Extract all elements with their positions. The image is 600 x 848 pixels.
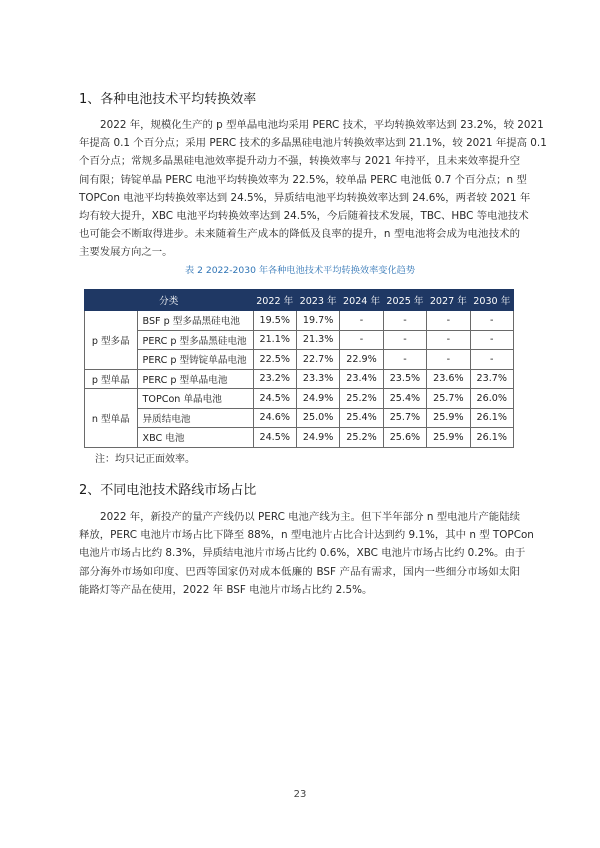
paragraph-line: 能路灯等产品在使用，2022 年 BSF 电池片市场占比约 2.5%。 [79, 583, 373, 596]
row-name: TOPCon 单晶电池 [137, 389, 253, 409]
cell-value: 26.1% [470, 428, 513, 448]
cell-value: 25.7% [427, 389, 470, 409]
cell-value: 21.1% [253, 330, 296, 350]
group-label: p 型多晶 [85, 311, 138, 370]
row-name: XBC 电池 [137, 428, 253, 448]
paragraph-line: 均有较大提升，XBC 电池平均转换效率达到 24.5%，今后随着技术发展，TBC、HBC 等电池技术 [79, 210, 529, 223]
paragraph-line: 个百分点；常规多晶黑硅电池效率提升动力不强，转换效率与 2021 年持平，且未来效率提升空 [79, 155, 520, 168]
header-year: 2024 年 [340, 290, 383, 311]
cell-value: 24.5% [253, 428, 296, 448]
cell-value: 25.2% [340, 428, 383, 448]
page-number: 23 [293, 789, 307, 800]
paragraph-line: 部分海外市场如印度、巴西等国家仍对成本低廉的 BSF 产品有需求，国内一些细分市场如太阳 [79, 565, 520, 578]
table-row [85, 311, 514, 331]
paragraph-line: 电池片市场占比约 8.3%，异质结电池片市场占比约 0.6%，XBC 电池片市场占比约 0.2%。由于 [79, 547, 526, 560]
cell-value: 24.9% [296, 428, 339, 448]
cell-value: 24.9% [296, 389, 339, 409]
cell-value: - [340, 311, 383, 331]
cell-value: 26.0% [470, 389, 513, 409]
header-year: 2030 年 [470, 290, 513, 311]
cell-value: 25.9% [427, 408, 470, 428]
cell-value: 25.7% [383, 408, 426, 428]
cell-value: 23.4% [340, 369, 383, 389]
paragraph-line: 2022 年，新投产的量产产线仍以 PERC 电池产线为主。但下半年部分 n 型电池片产能陆续 [100, 511, 520, 523]
cell-value: - [383, 330, 426, 350]
header-year: 2027 年 [427, 290, 470, 311]
table-row [85, 330, 514, 350]
cell-value: 23.7% [470, 369, 513, 389]
cell-value: 25.0% [296, 408, 339, 428]
cell-value: 24.5% [253, 389, 296, 409]
table-caption: 表 2 2022-2030 年各种电池技术平均转换效率变化趋势 [184, 265, 416, 276]
group-label: n 型单晶 [85, 389, 138, 448]
cell-value: - [470, 330, 513, 350]
cell-value: - [383, 350, 426, 370]
cell-value: 22.5% [253, 350, 296, 370]
table-row [85, 408, 514, 428]
cell-value: 26.1% [470, 408, 513, 428]
table-row [85, 428, 514, 448]
cell-value: 25.2% [340, 389, 383, 409]
paragraph-line: 主要发展方向之一。 [79, 246, 173, 259]
cell-value: 19.5% [253, 311, 296, 331]
cell-value: 25.4% [340, 408, 383, 428]
paragraph-line: 年提高 0.1 个百分点；采用 PERC 技术的多晶黑硅电池片转换效率达到 21.1%，较 2021 年提高 0.1 [79, 137, 547, 150]
header-year: 2025 年 [383, 290, 426, 311]
cell-value: - [470, 311, 513, 331]
row-name: PERC p 型单晶电池 [137, 369, 253, 389]
cell-value: 23.6% [427, 369, 470, 389]
cell-value: 22.9% [340, 350, 383, 370]
group-label: p 型单晶 [85, 369, 138, 389]
row-name: BSF p 型多晶黑硅电池 [137, 311, 253, 331]
cell-value: 23.3% [296, 369, 339, 389]
row-name: 异质结电池 [137, 408, 253, 428]
cell-value: 25.4% [383, 389, 426, 409]
row-name: PERC p 型多晶黑硅电池 [137, 330, 253, 350]
section-2-paragraph [79, 508, 534, 599]
paragraph-line: 间有限；铸锭单晶 PERC 电池平均转换效率为 22.5%，较单晶 PERC 电池低 0.7 个百分点；n 型 [79, 173, 527, 186]
cell-value: - [427, 350, 470, 370]
header-category: 分类 [85, 290, 254, 311]
efficiency-table [84, 289, 514, 448]
row-name: PERC p 型铸锭单晶电池 [137, 350, 253, 370]
cell-value: - [470, 350, 513, 370]
cell-value: - [383, 311, 426, 331]
cell-value: - [340, 330, 383, 350]
cell-value: 24.6% [253, 408, 296, 428]
table-row [85, 350, 514, 370]
table-note: 注：均只记正面效率。 [95, 454, 195, 465]
cell-value: 22.7% [296, 350, 339, 370]
section-1-paragraph [79, 116, 547, 262]
cell-value: 19.7% [296, 311, 339, 331]
paragraph-line: 也可能会不断取得进步。未来随着生产成本的降低及良率的提升，n 型电池将会成为电池技术的 [79, 228, 520, 241]
table-header-row [85, 290, 514, 311]
cell-value: 25.9% [427, 428, 470, 448]
section-2-heading: 2、不同电池技术路线市场占比 [79, 483, 257, 498]
cell-value: 25.6% [383, 428, 426, 448]
paragraph-line: 2022 年，规模化生产的 p 型单晶电池均采用 PERC 技术，平均转换效率达到 23.2%，较 2021 [100, 119, 544, 131]
table-row [85, 369, 514, 389]
section-1-heading: 1、各种电池技术平均转换效率 [79, 92, 257, 107]
header-year: 2022 年 [253, 290, 296, 311]
paragraph-line: TOPCon 电池平均转换效率达到 24.5%，异质结电池平均转换效率达到 24.6%，两者较 2021 年 [79, 191, 531, 204]
paragraph-line: 释放，PERC 电池片市场占比下降至 88%，n 型电池片占比合计达到约 9.1%，其中 n 型 TOPCon [79, 529, 534, 542]
cell-value: 23.5% [383, 369, 426, 389]
header-year: 2023 年 [296, 290, 339, 311]
cell-value: 21.3% [296, 330, 339, 350]
cell-value: 23.2% [253, 369, 296, 389]
cell-value: - [427, 330, 470, 350]
cell-value: - [427, 311, 470, 331]
table-row [85, 389, 514, 409]
